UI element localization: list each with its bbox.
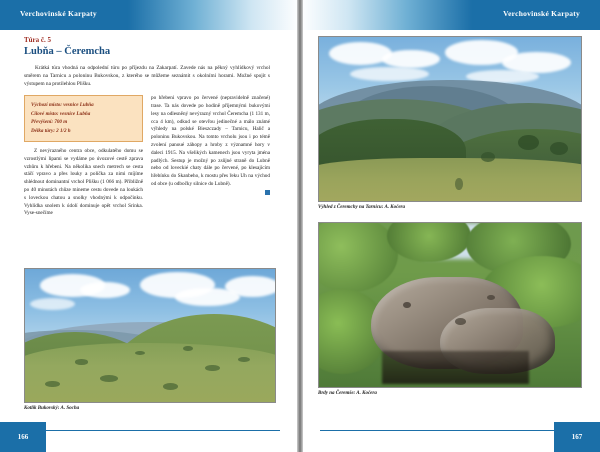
shrub-speck: [238, 357, 251, 362]
info-start-point: Výchozí místo: vesnice Lubňa: [31, 102, 94, 109]
cloud-icon: [350, 67, 429, 82]
rock-crevice: [403, 302, 411, 309]
cloud-icon: [225, 276, 276, 297]
header-gradient-block: [128, 0, 300, 30]
photo-block-tarnica: [318, 36, 582, 210]
info-elevation: Převýšení: 700 m: [31, 119, 68, 126]
foreground-meadow: [318, 158, 582, 201]
header-title-left: Verchovinské Karpaty: [20, 9, 97, 18]
info-end-point: Cílové místo: vesnice Lubňa: [31, 110, 91, 117]
folio-rule: [46, 430, 280, 431]
column-right: [151, 95, 270, 220]
folio-rule: [320, 430, 554, 431]
right-page-content: [318, 36, 582, 408]
tree-speck: [550, 142, 568, 155]
foreground-meadow: [24, 343, 276, 402]
photo-tarnica-panorama: [318, 36, 582, 202]
info-duration: Délka túry: 2 1/2 h: [31, 127, 71, 134]
tour-info-box: [24, 95, 143, 142]
body-paragraph: Z nevýrazného centra obce, odkulatého domu se vzrostlými lipami se vydáme po úvozové cestě zprava vzhůru k hřebeni. Na několika snech metrech se cesta stáčí vpravo a přes louky a políčka za nimi míjíme shlédnout dominantní vrchol Plišku (1 066 m). Přibližně po 40 minutách chůze mineme cestu dovede na loukách s loveckou chatou a snolky vhodnými k odpočinku. Vyhlídka snolem k údolí dominuje opět vrchol Srinka. Vyse-snečíme: [24, 147, 143, 217]
page-right: [300, 0, 600, 452]
photo-caption: Brdy na Čeremše: A. Kočera: [318, 391, 377, 396]
cloud-icon: [382, 50, 440, 68]
folio-left: [0, 420, 300, 452]
header-title-right: Verchovinské Karpaty: [503, 9, 580, 18]
tour-intro-paragraph: Krátká túra vhodná na odpolední túru po příjezdu na Zakarpatí. Zavede nás na pěkný vyhlídkový vrchol směrem na Tarnicu a poloninu Bukovskou, z kterého se můžeme seznámit s okolními horami. Možné spojit s výstupem na protilehlou Plišku.: [24, 65, 270, 88]
tree-speck: [481, 152, 494, 162]
folio-right: [300, 420, 600, 452]
body-column-right: [151, 95, 270, 198]
running-header-right: [300, 0, 600, 30]
running-header-left: [0, 0, 300, 30]
rock-crevice: [487, 295, 495, 300]
photo-block-poloniny: [24, 268, 276, 411]
two-column-body: [24, 95, 270, 220]
header-gradient-block: [300, 0, 472, 30]
shrub-speck: [75, 359, 88, 364]
body-column-left: [24, 148, 143, 218]
photo-caption: Výhled z Čeremchy na Tarnicu: A. Kočera: [318, 205, 405, 210]
shrub-speck: [455, 178, 463, 189]
rock-crevice: [455, 318, 465, 325]
tour-title: Lubňa – Čeremcha: [24, 46, 111, 57]
left-page-content: [24, 36, 270, 220]
rock-shadow: [382, 351, 529, 384]
photo-rock-outcrop: [318, 222, 582, 388]
body-paragraph: po hřebeni vpravo po červené (nepravidelně značené) trase. Ta nás dovede po hodině příjemnými bukovými lesy na odlesněný nevýrazný vrchol Čeremcha (1 131 m, cca 4 km), odkud se otevřou jedinečné a málo známé výhledy na polské Bieszczady – Tarnicu, Halič a poloninu Bukovskou. Na tomto vrcholu jsou i po témě zvolení panoué záhopy a hroby z významné hory v daleci 1915. Na všelikých kamenech jsou vyryta jména padlých. Sestup je možný po zsůjné straně do Lubně nebo od loveckié chaty dále po červené, po klesajícím hřebínku do Skanbeho, k mostu přes řeku Uh na východ od obce (u odbočky silnice do Lubně).: [151, 95, 270, 187]
tour-number: Túra č. 5: [24, 36, 52, 44]
page-number: 167: [571, 433, 583, 441]
page-number: 166: [17, 433, 29, 441]
shrub-speck: [100, 375, 118, 382]
end-of-article-marker: [265, 190, 270, 195]
shrub-speck: [163, 383, 178, 390]
photo-poloniny-ridge: [24, 268, 276, 403]
column-left: [24, 95, 143, 220]
photo-caption: Kotlík Bukovský: A. Socha: [24, 406, 80, 411]
photo-block-rock: [318, 222, 582, 396]
